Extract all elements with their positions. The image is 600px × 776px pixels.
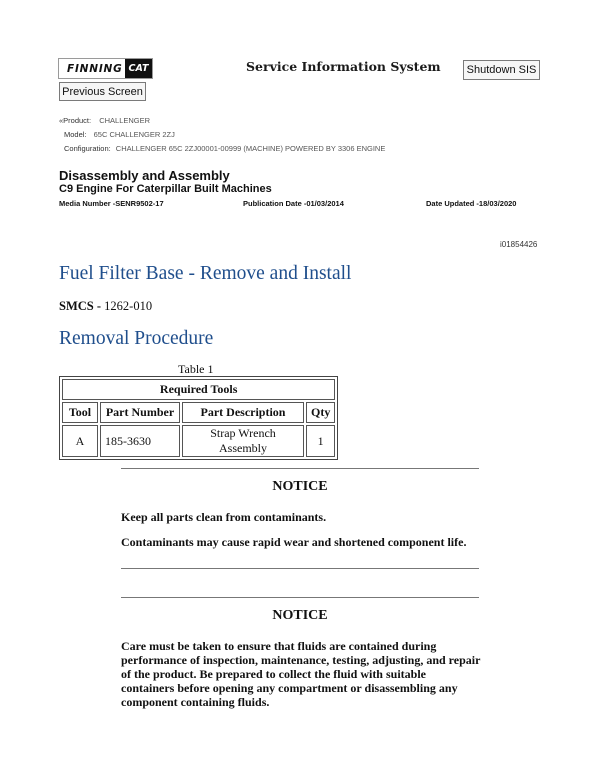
shutdown-sis-button[interactable]: Shutdown SIS (463, 60, 540, 80)
table-row (62, 425, 335, 457)
notice-paragraph: Keep all parts clean from contaminants. (121, 510, 327, 524)
model-label: Model: (64, 130, 87, 139)
table-header-row (62, 402, 335, 423)
notice-title: NOTICE (272, 479, 328, 494)
section-title: Removal Procedure (59, 328, 214, 349)
cat-logo-mark: CAT (125, 59, 152, 78)
table-cell-tool: A (62, 425, 98, 457)
model-line (64, 130, 175, 139)
page-title: Fuel Filter Base - Remove and Install (59, 263, 352, 284)
configuration-value: CHALLENGER 65C 2ZJ00001-00999 (MACHINE) POWERED BY 3306 ENGINE (115, 144, 386, 153)
column-header: Tool (62, 402, 98, 423)
model-value: 65C CHALLENGER 2ZJ (93, 130, 175, 139)
table-title: Required Tools (62, 379, 335, 400)
product-value: CHALLENGER (99, 116, 151, 125)
notice-divider-top (121, 468, 479, 469)
notice-paragraph: Contaminants may cause rapid wear and shortened component life. (121, 535, 467, 549)
notice-paragraph: Care must be taken to ensure that fluids are contained during performance of inspection, maintenance, testing, adjusting, and repair of the product. Be prepared to collect the fluid with suitable containers before opening any compartment or disassembling any component containing fluids. (121, 639, 481, 709)
previous-screen-button[interactable]: Previous Screen (59, 82, 146, 101)
notice-title: NOTICE (272, 608, 328, 623)
publication-date: Publication Date -01/03/2014 (243, 199, 344, 208)
media-number: Media Number -SENR9502-17 (59, 199, 164, 208)
date-updated: Date Updated -18/03/2020 (426, 199, 517, 208)
table-caption: Table 1 (178, 362, 214, 376)
configuration-label: Configuration: (64, 144, 111, 153)
required-tools-table (59, 376, 338, 460)
engine-title: C9 Engine For Caterpillar Built Machines (59, 183, 272, 195)
product-line (59, 116, 150, 125)
notice-divider-bottom (121, 568, 479, 569)
configuration-line (64, 144, 385, 153)
product-back-link[interactable]: «Product: (59, 116, 92, 125)
table-title-row (62, 379, 335, 400)
table-cell-part-number: 185-3630 (100, 425, 180, 457)
column-header: Qty (306, 402, 335, 423)
smcs-value: 1262-010 (104, 299, 153, 313)
table-cell-part-description: Strap Wrench Assembly (182, 425, 304, 457)
notice-divider-top (121, 597, 479, 598)
table-cell-qty: 1 (306, 425, 335, 457)
finning-cat-logo (58, 58, 153, 79)
document-category: Disassembly and Assembly (59, 168, 230, 183)
column-header: Part Number (100, 402, 180, 423)
column-header: Part Description (182, 402, 304, 423)
smcs-code (59, 299, 152, 314)
smcs-label: SMCS - (59, 299, 102, 313)
document-id: i01854426 (500, 240, 538, 249)
app-title: Service Information System (246, 59, 441, 74)
finning-logo-text: FINNING (67, 62, 123, 75)
